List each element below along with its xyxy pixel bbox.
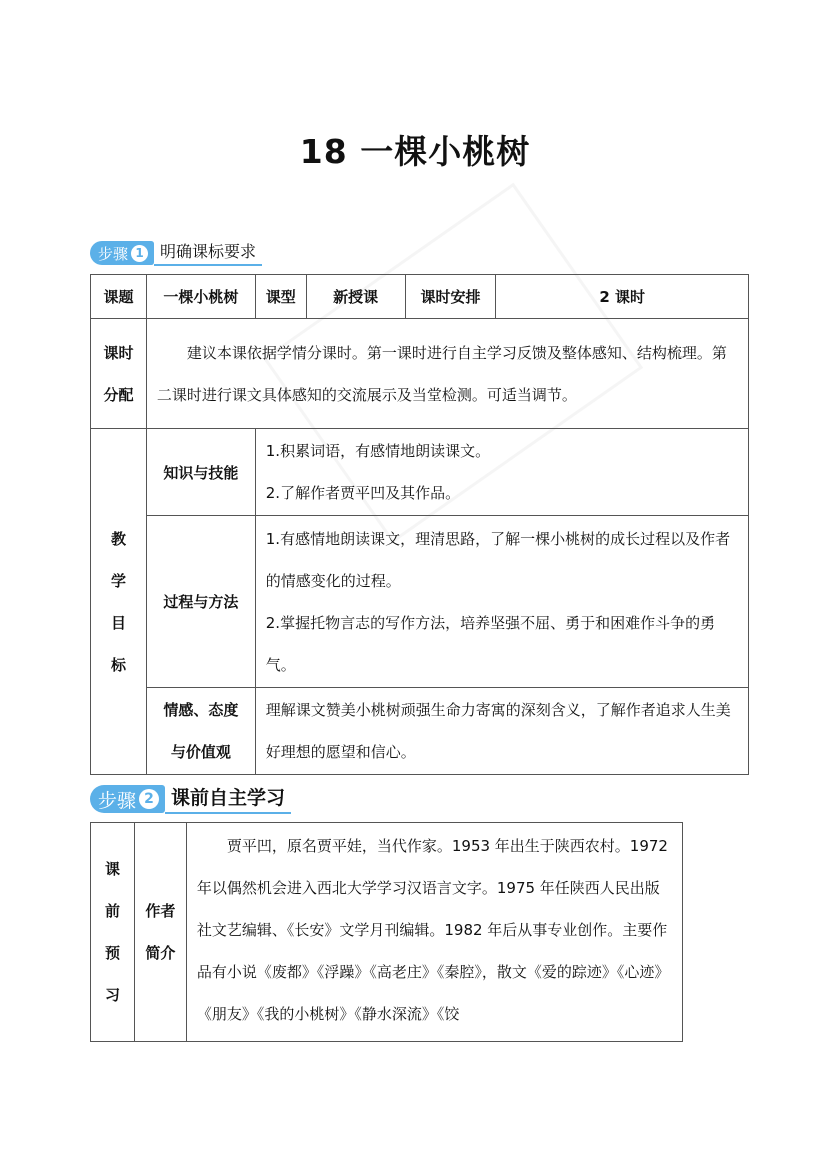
step-1-badge-text: 步骤 (98, 244, 129, 263)
process-item: 2.掌握托物言志的写作方法，培养坚强不屈、勇于和困难作斗争的勇气。 (265, 613, 716, 674)
knowledge-item: 2.了解作者贾平凹及其作品。 (265, 484, 461, 502)
lesson-header: 课题 (91, 275, 147, 319)
preview-char: 前 (104, 902, 120, 920)
curriculum-table (90, 274, 749, 775)
table-row (91, 429, 749, 516)
step-1-label: 明确课标要求 (154, 240, 262, 266)
schedule-value: 2 课时 (496, 275, 749, 319)
goals-header (91, 429, 147, 775)
table-row (91, 275, 749, 319)
step-2-badge (90, 785, 165, 813)
author-intro-line: 作者 (145, 902, 176, 920)
step-1-number: 1 (131, 245, 148, 262)
allocation-header-line: 分配 (103, 385, 134, 404)
step-2-label: 课前自主学习 (165, 784, 291, 814)
table-row (91, 319, 749, 429)
preview-table (90, 822, 683, 1042)
table-row (91, 823, 683, 1042)
process-item: 1.有感情地朗读课文，理清思路，了解一棵小桃树的成长过程以及作者的情感变化的过程。 (265, 529, 731, 590)
process-cell (255, 516, 748, 688)
emotion-label-line: 情感、态度 (163, 701, 239, 719)
emotion-text: 理解课文赞美小桃树顽强生命力寄寓的深刻含义，了解作者追求人生美好理想的愿望和信心。 (255, 688, 748, 775)
goals-char: 目 (110, 613, 126, 632)
knowledge-label: 知识与技能 (146, 429, 255, 516)
table-row (91, 688, 749, 775)
lesson-type-header: 课型 (255, 275, 306, 319)
table-row (91, 516, 749, 688)
preview-char: 课 (104, 860, 120, 878)
allocation-text: 建议本课依据学情分课时。第一课时进行自主学习反馈及整体感知、结构梳理。第二课时进行课文具体感知的交流展示及当堂检测。可适当调节。 (146, 319, 748, 429)
allocation-header-line: 课时 (103, 343, 134, 362)
step-2-heading (90, 786, 291, 812)
allocation-header (91, 319, 147, 429)
knowledge-cell (255, 429, 748, 516)
goals-char: 学 (110, 571, 126, 590)
lesson-title: 一棵小桃树 (146, 275, 255, 319)
goals-char: 标 (110, 655, 126, 674)
author-intro-label (134, 823, 186, 1042)
goals-char: 教 (110, 529, 126, 548)
step-2-number: 2 (139, 789, 159, 809)
knowledge-item: 1.积累词语，有感情地朗读课文。 (265, 442, 491, 460)
lesson-type: 新授课 (306, 275, 405, 319)
step-2-badge-text: 步骤 (98, 789, 137, 812)
author-intro-line: 简介 (145, 944, 176, 962)
process-label: 过程与方法 (146, 516, 255, 688)
page-title: 18 一棵小桃树 (299, 132, 531, 171)
step-1-badge (90, 241, 154, 265)
author-intro-paragraph: 贾平凹，原名贾平娃，当代作家。1953 年出生于陕西农村。1972 年以偶然机会进入西北大学学习汉语言文字。1975 年任陕西人民出版社文艺编辑、《长安》文学月刊编辑。1982 年后从事专业创作。主要作品有小说《废都》《浮躁》《高老庄》《秦腔》，散文《爱的踪迹》《心迹》《朋友》《我的小桃树》《静水深流》《饺 (196, 837, 670, 1023)
author-intro-text (186, 823, 682, 1042)
preview-char: 预 (104, 944, 120, 962)
emotion-label-line: 与价值观 (170, 743, 231, 761)
emotion-label (146, 688, 255, 775)
preview-char: 习 (104, 986, 120, 1004)
step-1-heading (90, 240, 262, 266)
preview-header (91, 823, 135, 1042)
schedule-header: 课时安排 (405, 275, 496, 319)
